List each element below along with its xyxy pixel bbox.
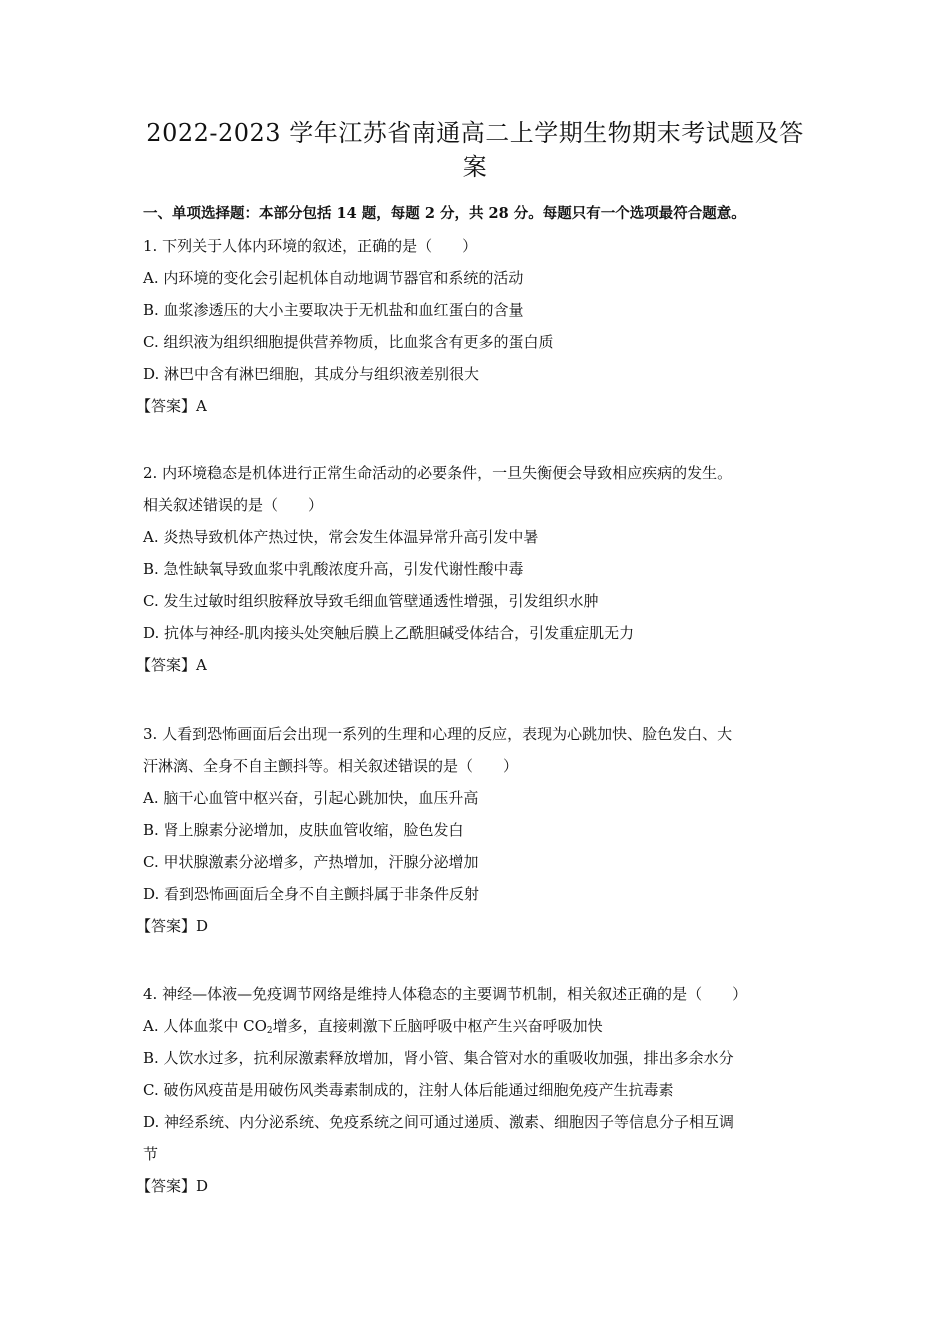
option-b: B. 血浆渗透压的大小主要取决于无机盐和血红蛋白的含量 <box>143 301 524 319</box>
question-stem: 2. 内环境稳态是机体进行正常生命活动的必要条件，一旦失衡便会导致相应疾病的发生。 <box>143 464 733 482</box>
answer-label: 【答案】A <box>136 397 207 415</box>
answer-label: 【答案】A <box>136 656 207 674</box>
option-d: D. 看到恐怖画面后全身不自主颤抖属于非条件反射 <box>143 885 480 903</box>
option-c: C. 破伤风疫苗是用破伤风类毒素制成的，注射人体后能通过细胞免疫产生抗毒素 <box>143 1081 674 1099</box>
option-d: D. 淋巴中含有淋巴细胞，其成分与组织液差别很大 <box>143 365 480 383</box>
answer-label: 【答案】D <box>136 1177 209 1195</box>
section-heading: 一、单项选择题：本部分包括 14 题，每题 2 分，共 28 分。每题只有一个选项最符合题意。 <box>143 205 746 222</box>
option-a <box>143 1010 823 1042</box>
question-stem-continued: 相关叙述错误的是（ ） <box>143 496 324 514</box>
option-b: B. 急性缺氧导致血浆中乳酸浓度升高，引发代谢性酸中毒 <box>143 560 524 578</box>
option-d: D. 神经系统、内分泌系统、免疫系统之间可通过递质、激素、细胞因子等信息分子相互调 <box>143 1113 735 1131</box>
option-c: C. 发生过敏时组织胺释放导致毛细血管壁通透性增强，引发组织水肿 <box>143 592 599 610</box>
option-b: B. 肾上腺素分泌增加，皮肤血管收缩，脸色发白 <box>143 821 464 839</box>
option-b: B. 人饮水过多，抗利尿激素释放增加，肾小管、集合管对水的重吸收加强，排出多余水分 <box>143 1049 734 1067</box>
question-stem: 3. 人看到恐怖画面后会出现一系列的生理和心理的反应，表现为心跳加快、脸色发白、大 <box>143 725 733 743</box>
question-3 <box>136 718 823 942</box>
question-stem-continued: 汗淋漓、全身不自主颤抖等。相关叙述错误的是（ ） <box>143 757 519 775</box>
title-line-2: 案 <box>462 153 488 181</box>
question-stem: 1. 下列关于人体内环境的叙述，正确的是（ ） <box>143 237 478 255</box>
option-a-tail: 增多，直接刺激下丘脑呼吸中枢产生兴奋呼吸加快 <box>272 1017 603 1035</box>
option-a: A. 内环境的变化会引起机体自动地调节器官和系统的活动 <box>143 269 524 287</box>
option-d-continued: 节 <box>143 1145 159 1163</box>
option-a: A. 脑干心血管中枢兴奋，引起心跳加快，血压升高 <box>143 789 479 807</box>
option-c: C. 组织液为组织细胞提供营养物质，比血浆含有更多的蛋白质 <box>143 333 554 351</box>
document-title <box>120 116 830 184</box>
question-2 <box>136 457 823 681</box>
option-a-head: A. 人体血浆中 CO <box>143 1017 267 1035</box>
title-line-1: 2022-2023 学年江苏省南通高二上学期生物期末考试题及答 <box>146 119 804 147</box>
option-c: C. 甲状腺激素分泌增多，产热增加，汗腺分泌增加 <box>143 853 479 871</box>
option-a: A. 炎热导致机体产热过快，常会发生体温异常升高引发中暑 <box>143 528 539 546</box>
answer-label: 【答案】D <box>136 917 209 935</box>
option-d: D. 抗体与神经-肌肉接头处突触后膜上乙酰胆碱受体结合，引发重症肌无力 <box>143 624 635 642</box>
question-1 <box>136 230 823 422</box>
question-4 <box>136 978 823 1202</box>
co2-subscript: 2 <box>266 1026 273 1036</box>
question-stem: 4. 神经—体液—免疫调节网络是维持人体稳态的主要调节机制，相关叙述正确的是（ ） <box>143 985 748 1003</box>
